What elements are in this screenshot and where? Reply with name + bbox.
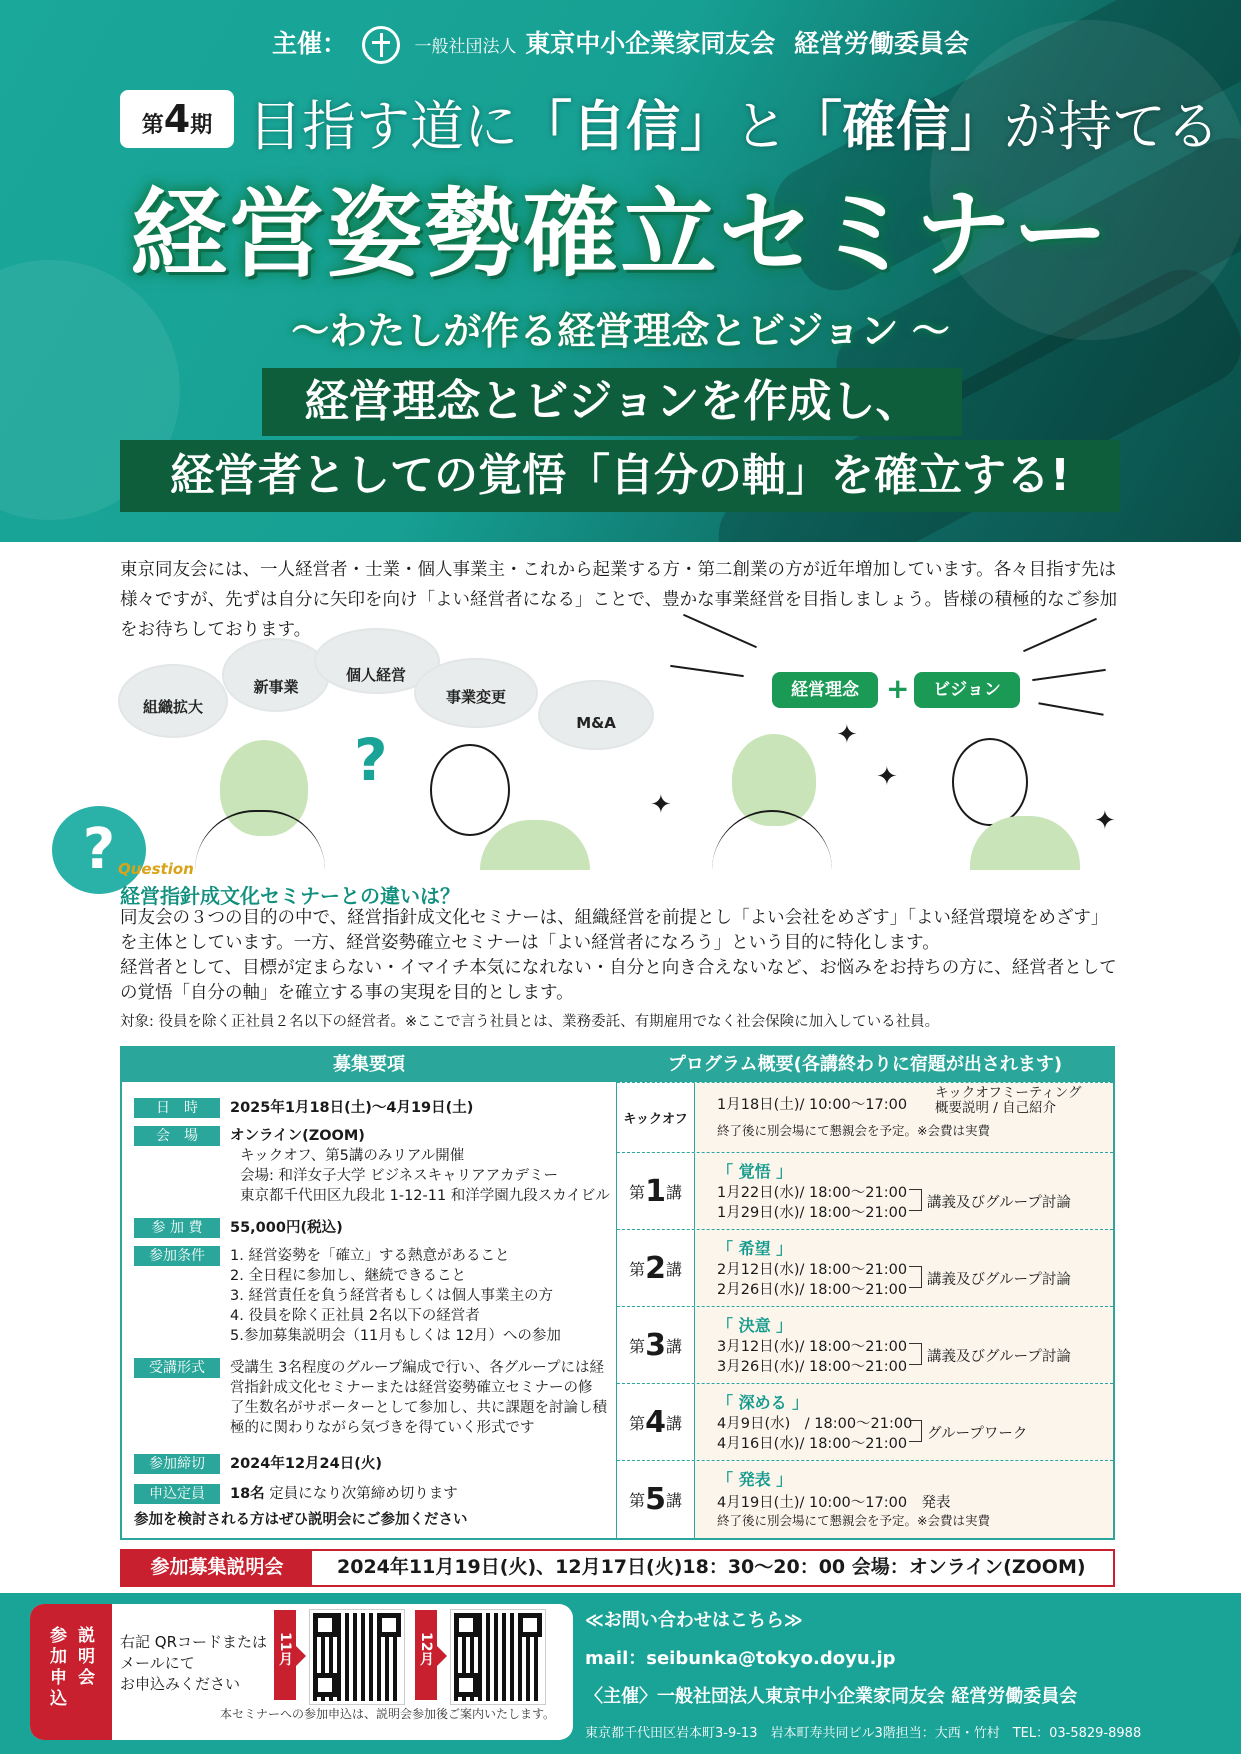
lecture-desc: 講義及びグループ討論 bbox=[927, 1349, 1071, 1365]
value-date: 2025年1月18日(土)〜4月19日(土) bbox=[230, 1100, 474, 1116]
briefing-text: 2024年11月19日(火)、12月17日(火)18：30〜20：00 会場：オンライン(ZOOM) bbox=[337, 1556, 1086, 1578]
lecture-desc: グループワーク bbox=[927, 1426, 1028, 1442]
lead-kakushin: 「確信」 bbox=[788, 95, 1004, 158]
question-body bbox=[120, 906, 1125, 1006]
condition-item: 3. 経営責任を負う経営者もしくは個人事業主の方 bbox=[230, 1288, 553, 1304]
contact-block bbox=[585, 1606, 1141, 1741]
contact-address: 東京都千代田区岩本町3-9-13 岩本町寿共同ビル3階担当：大西・竹村 TEL：03-5829-8988 bbox=[585, 1726, 1142, 1741]
woman-shoulders-icon bbox=[480, 820, 590, 870]
lecture-date: 1月22日(水)/ 18:00〜21:00 bbox=[717, 1185, 908, 1201]
lead-part: が持てる bbox=[1004, 95, 1220, 158]
final-note: 終了後に別会場にて懇親会を予定。※会費は実費 bbox=[717, 1513, 990, 1528]
format-line: 受講生 3名程度のグループ編成で行い、各グループには経 bbox=[230, 1360, 605, 1376]
kickoff-label: キックオフ bbox=[617, 1083, 695, 1152]
venue-line: キックオフ、第5講のみリアル開催 bbox=[240, 1148, 465, 1164]
program-row-lecture-3 bbox=[617, 1306, 1113, 1383]
recruit-header: 募集要項 bbox=[122, 1048, 616, 1082]
cloud-label: 事業変更 bbox=[445, 688, 506, 706]
label-deadline: 参加締切 bbox=[134, 1454, 220, 1474]
term-prefix: 第 bbox=[141, 113, 164, 138]
lecture-date: 4月19日(土)/ 10:00〜17:00 発表 bbox=[717, 1495, 951, 1511]
apply-col-1: 参加申込 bbox=[46, 1626, 66, 1710]
pill-vision: ビジョン bbox=[914, 672, 1020, 708]
lecture-pre: 第 bbox=[629, 1259, 646, 1279]
apply-instructions bbox=[120, 1632, 267, 1695]
apply-col-2: 説明会 bbox=[74, 1626, 94, 1689]
lecture-pre: 第 bbox=[629, 1491, 646, 1510]
program-row-lecture-5 bbox=[617, 1460, 1113, 1538]
condition-item: 2. 全日程に参加し、継続できること bbox=[230, 1268, 466, 1284]
sparkle-icon: ✦ bbox=[876, 762, 898, 792]
contact-organizer: 〈主催〉一般社団法人東京中小企業家同友会 経営労働委員会 bbox=[585, 1686, 1078, 1707]
contact-mail[interactable]: mail：seibunka@tokyo.doyu.jp bbox=[585, 1648, 896, 1669]
organizer-logo-icon bbox=[362, 26, 400, 64]
lecture-post: 講 bbox=[665, 1259, 682, 1279]
apply-line: 右記 QRコードまたは bbox=[120, 1633, 267, 1651]
sparkle-icon: ✦ bbox=[1094, 806, 1116, 836]
cloud-label: M&A bbox=[576, 714, 616, 732]
qr-month-text: 11月 bbox=[277, 1632, 293, 1666]
label-conditions: 参加条件 bbox=[134, 1246, 220, 1266]
venue-line: 会場: 和洋女子大学 ビジネスキャリアアカデミー bbox=[240, 1168, 559, 1184]
lecture-post: 講 bbox=[665, 1491, 682, 1510]
condition-item: 4. 役員を除く正社員 2名以下の経営者 bbox=[230, 1308, 480, 1324]
organizer-name: 東京中小企業家同友会 bbox=[525, 29, 776, 58]
lead-jishin: 「自信」 bbox=[518, 95, 734, 158]
format-line: 了生数名がサポーターとして参加し、共に課題を討論し積 bbox=[230, 1400, 607, 1416]
value-deadline: 2024年12月24日(火) bbox=[230, 1456, 382, 1472]
lecture-date: 2月26日(水)/ 18:00〜21:00 bbox=[717, 1282, 908, 1298]
headline-band-1: 経営理念とビジョンを作成し、 bbox=[262, 368, 962, 436]
qr-month-label bbox=[274, 1610, 296, 1700]
question-body-1: 同友会の３つの目的の中で、経営指針成文化セミナーは、組織経営を前提とし「よい会社をめざす」「よい経営環境をめざす」を主体としています。一方、経営姿勢確立セミナーは「よい経営者になろう」という目的に特化します。 bbox=[120, 908, 1109, 953]
lead-part: 目指す道に bbox=[248, 95, 518, 158]
kickoff-desc: キックオフミーティング bbox=[935, 1085, 1082, 1101]
kickoff-desc: 概要説明 / 自己紹介 bbox=[935, 1100, 1057, 1116]
venue-line: 東京都千代田区九段北 1-12-11 和洋学園九段スカイビル bbox=[240, 1188, 610, 1204]
plus-icon: + bbox=[886, 672, 910, 705]
lecture-date: 3月26日(水)/ 18:00〜21:00 bbox=[717, 1359, 908, 1375]
recruit-closing: 参加を検討される方はぜひ説明会にご参加ください bbox=[134, 1512, 468, 1528]
label-venue: 会 場 bbox=[134, 1126, 220, 1146]
lecture-theme: 「 希望 」 bbox=[717, 1239, 793, 1258]
woman-head-icon bbox=[952, 738, 1028, 826]
label-capacity: 申込定員 bbox=[134, 1484, 220, 1504]
value-fee: 55,000円(税込) bbox=[230, 1220, 343, 1236]
question-body-2: 経営者として、目標が定まらない・イマイチ本気になれない・自分と向き合えないなど、お悩みをお持ちの方に、経営者としての覚悟「自分の軸」を確立する事の実現を目的とします。 bbox=[120, 958, 1117, 1003]
lecture-pre: 第 bbox=[629, 1182, 646, 1202]
sparkle-icon: ✦ bbox=[836, 720, 858, 750]
lecture-pre: 第 bbox=[629, 1413, 646, 1433]
lecture-date: 1月29日(水)/ 18:00〜21:00 bbox=[717, 1205, 908, 1221]
pill-philosophy: 経営理念 bbox=[772, 672, 878, 708]
lecture-number: 1 bbox=[645, 1173, 666, 1209]
organizer-line bbox=[0, 24, 1241, 64]
subtitle: 〜わたしが作る経営理念とビジョン 〜 bbox=[291, 309, 950, 353]
apply-line: メールにて bbox=[120, 1654, 195, 1672]
lecture-theme: 「 決意 」 bbox=[717, 1316, 793, 1335]
lecture-post: 講 bbox=[665, 1413, 682, 1433]
lecture-number: 5 bbox=[645, 1482, 666, 1517]
apply-line: お申込みください bbox=[120, 1675, 241, 1693]
cloud-label: 組織拡大 bbox=[142, 698, 203, 716]
lecture-post: 講 bbox=[665, 1336, 682, 1356]
cloud-label: 新事業 bbox=[253, 678, 299, 696]
format-line: 営指針成文化セミナーまたは経営姿勢確立セミナーの修 bbox=[230, 1380, 593, 1396]
lecture-pre: 第 bbox=[629, 1336, 646, 1356]
apply-note: 本セミナーへの参加申込は、説明会参加後ご案内いたします。 bbox=[220, 1707, 556, 1721]
term-number: 4 bbox=[163, 97, 191, 141]
apply-label bbox=[30, 1604, 112, 1740]
lecture-theme: 「 深める 」 bbox=[717, 1393, 809, 1412]
lecture-number: 2 bbox=[645, 1250, 666, 1286]
briefing-bar bbox=[120, 1549, 1115, 1587]
lecture-desc: 講義及びグループ討論 bbox=[927, 1272, 1071, 1288]
term-suffix: 期 bbox=[190, 113, 213, 138]
program-row-lecture-2 bbox=[617, 1229, 1113, 1306]
kickoff-date: 1月18日(土)/ 10:00〜17:00 bbox=[717, 1097, 908, 1113]
intro-paragraph: 東京同友会には、一人経営者・士業・個人事業主・これから起業する方・第二創業の方が近年増加しています。各々目指す先は様々ですが、先ずは自分に矢印を向け「よい経営者になる」ことで、豊かな事業経営を目指しましょう。皆様の積極的なご参加をお待ちしております。 bbox=[120, 560, 1118, 640]
organizer-type: 一般社団法人 bbox=[414, 37, 517, 57]
contact-heading: ≪お問い合わせはこちら≫ bbox=[585, 1610, 803, 1631]
lecture-date: 2月12日(水)/ 18:00〜21:00 bbox=[717, 1262, 908, 1278]
target-note: 対象: 役員を除く正社員２名以下の経営者。※ここで言う社員とは、業務委託、有期雇用でなく社会保険に加入している社員。 bbox=[120, 1014, 940, 1030]
program-row-kickoff bbox=[617, 1082, 1113, 1152]
lead-line bbox=[248, 84, 1220, 161]
kickoff-note: 終了後に別会場にて懇親会を予定。※会費は実費 bbox=[717, 1123, 990, 1138]
briefing-label: 参加募集説明会 bbox=[122, 1551, 312, 1585]
arrow-icon bbox=[296, 1646, 306, 1666]
question-title: 経営指針成文化セミナーとの違いは？ bbox=[120, 884, 460, 908]
arrow-icon bbox=[437, 1646, 447, 1666]
hero-banner bbox=[0, 0, 1241, 542]
illustration-left bbox=[110, 640, 670, 870]
label-format: 受講形式 bbox=[134, 1358, 220, 1378]
lead-part: と bbox=[734, 95, 788, 158]
cloud-label: 個人経営 bbox=[345, 666, 406, 684]
man-shoulders-icon bbox=[712, 810, 832, 872]
qr-month-text: 12月 bbox=[418, 1632, 434, 1666]
label-date: 日 時 bbox=[134, 1098, 220, 1118]
sparkle-icon: ✦ bbox=[650, 790, 672, 820]
condition-item: 5.参加募集説明会（11月もしくは 12月）への参加 bbox=[230, 1328, 561, 1344]
question-word: Question bbox=[118, 860, 194, 878]
program-header: プログラム概要(各講終わりに宿題が出されます) bbox=[617, 1048, 1113, 1082]
question-mark-icon: ? bbox=[354, 726, 388, 794]
program-row-lecture-4 bbox=[617, 1383, 1113, 1460]
organizer-committee: 経営労働委員会 bbox=[793, 29, 969, 58]
lecture-theme: 「 発表 」 bbox=[717, 1470, 793, 1489]
illustration-right bbox=[650, 620, 1130, 870]
organizer-prefix: 主催： bbox=[272, 29, 348, 58]
lecture-number: 3 bbox=[645, 1327, 666, 1363]
lecture-desc: 講義及びグループ討論 bbox=[927, 1195, 1071, 1211]
lecture-post: 講 bbox=[665, 1182, 682, 1202]
lecture-date: 4月9日(水) / 18:00〜21:00 bbox=[717, 1416, 913, 1432]
question-bubble-icon: ? bbox=[52, 806, 146, 894]
info-table bbox=[120, 1046, 1115, 1540]
capacity-note: 定員になり次第締め切ります bbox=[269, 1486, 458, 1502]
lecture-number: 4 bbox=[645, 1404, 666, 1440]
lecture-date: 4月16日(水)/ 18:00〜21:00 bbox=[717, 1436, 908, 1452]
condition-item: 1. 経営姿勢を「確立」する熱意があること bbox=[230, 1248, 510, 1264]
lecture-date: 3月12日(水)/ 18:00〜21:00 bbox=[717, 1339, 908, 1355]
main-title: 経営姿勢確立セミナー bbox=[130, 178, 1111, 290]
lecture-theme: 「 覚悟 」 bbox=[717, 1162, 793, 1181]
value-venue: オンライン(ZOOM) bbox=[230, 1128, 365, 1144]
value-capacity: 18名 bbox=[230, 1486, 265, 1502]
headline-band-2: 経営者としての覚悟「自分の軸」を確立する! bbox=[120, 440, 1120, 512]
qr-month-label bbox=[415, 1610, 437, 1700]
term-badge bbox=[120, 90, 234, 148]
format-line: 極的に関わりながら気づきを得ていく形式です bbox=[230, 1420, 535, 1436]
program-row-lecture-1 bbox=[617, 1152, 1113, 1229]
label-fee: 参 加 費 bbox=[134, 1218, 220, 1238]
man-shoulders-icon bbox=[195, 810, 325, 872]
woman-head-icon bbox=[430, 744, 510, 836]
